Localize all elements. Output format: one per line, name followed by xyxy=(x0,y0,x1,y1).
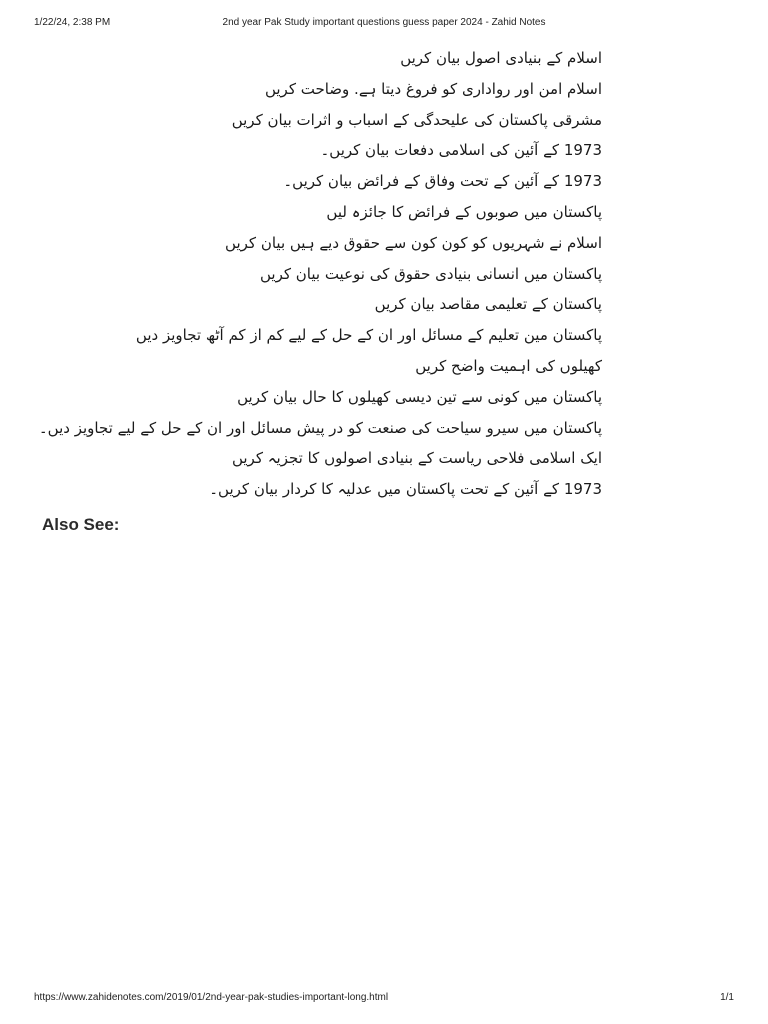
also-see-heading: Also See: xyxy=(42,515,120,534)
question-text: پاکستان کے تعلیمی مقاصد بیان کریں xyxy=(374,295,602,314)
question-item xyxy=(0,261,768,292)
question-text: پاکستان میں کونی سے تین دیسی کھیلوں کا حال بیان کریں xyxy=(237,387,602,406)
print-date: 1/22/24, 2:38 PM xyxy=(34,17,111,28)
question-item xyxy=(0,76,768,107)
question-text: کھیلوں کی اہمیت واضح کریں xyxy=(415,356,602,375)
question-text: 1973 کے آئین کے تحت وفاق کے فرائض بیان کریں۔ xyxy=(283,172,602,191)
question-item xyxy=(0,45,768,76)
question-item xyxy=(0,384,768,415)
question-list xyxy=(0,45,768,507)
question-text: پاکستان میں صوبوں کے فرائض کا جائزہ لیں xyxy=(326,202,602,221)
page-number: 1/1 xyxy=(720,992,734,1003)
question-text: اسلام نے شہریوں کو کون کون سے حقوق دیے ہیں بیان کریں xyxy=(225,233,602,252)
question-item xyxy=(0,353,768,384)
question-text: 1973 کے آئین کی اسلامی دفعات بیان کریں۔ xyxy=(320,141,602,160)
question-item xyxy=(0,137,768,168)
question-item xyxy=(0,168,768,199)
question-text: پاکستان میں انسانی بنیادی حقوق کی نوعیت بیان کریں xyxy=(259,264,602,283)
question-item xyxy=(0,107,768,138)
question-item xyxy=(0,322,768,353)
question-text: اسلام امن اور رواداری کو فروغ دیتا ہے. وضاحت کریں xyxy=(264,79,602,98)
question-text: 1973 کے آئین کے تحت پاکستان میں عدلیہ کا کردار بیان کریں۔ xyxy=(209,480,602,499)
print-footer xyxy=(34,992,734,1006)
question-text: اسلام کے بنیادی اصول بیان کریں xyxy=(400,49,602,67)
question-item xyxy=(0,199,768,230)
question-item xyxy=(0,445,768,476)
question-item xyxy=(0,230,768,261)
question-text: مشرقی پاکستان کی علیحدگی کے اسباب و اثرات بیان کریں xyxy=(231,110,602,129)
question-text: پاکستان میں سیرو سیاحت کی صنعت کو در پیش مسائل اور ان کے حل کے لیے تجاویز دیں۔ xyxy=(38,418,602,437)
page-title: 2nd year Pak Study important questions guess paper 2024 - Zahid Notes xyxy=(222,17,546,28)
question-item xyxy=(0,476,768,507)
print-header xyxy=(34,17,734,31)
page-url: https://www.zahidenotes.com/2019/01/2nd-year-pak-studies-important-long.html xyxy=(34,992,389,1003)
question-text: ایک اسلامی فلاحی ریاست کے بنیادی اصولوں کا تجزیہ کریں xyxy=(231,449,602,468)
question-item xyxy=(0,415,768,446)
question-item xyxy=(0,291,768,322)
question-text: پاکستان مین تعلیم کے مسائل اور ان کے حل کے لیے کم از کم آٹھ تجاویز دیں xyxy=(135,326,602,345)
